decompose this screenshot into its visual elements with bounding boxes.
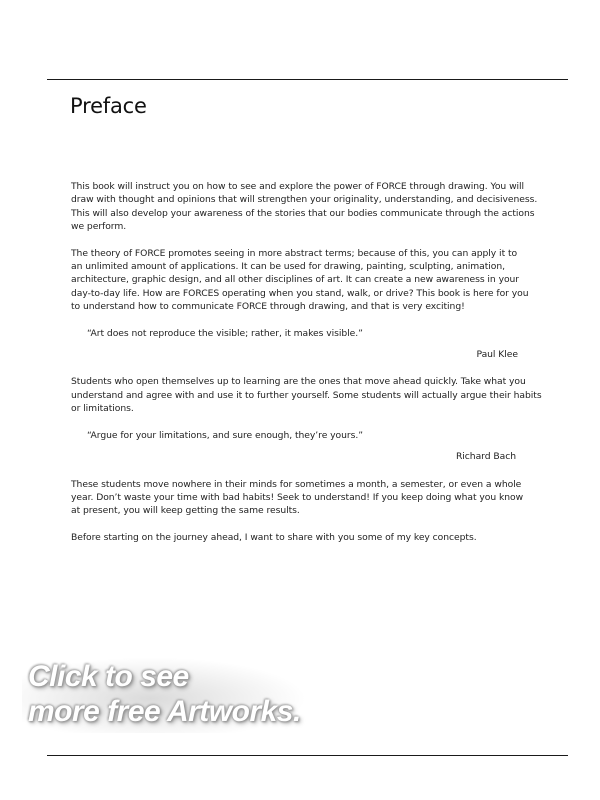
paragraph-1: This book will instruct you on how to see and explore the power of FORCE through drawing. You will draw with thought and opinions that will strengthen your originality, understanding, and decisiveness. This will also develop your awareness of the stories that our bodies communicate through the actions we perform. [71,181,538,233]
paragraph-2: The theory of FORCE promotes seeing in more abstract terms; because of this, you can apply it to an unlimited amount of applications. It can be used for drawing, painting, sculpting, animation, architecture, graphic design, and all other disciplines of art. It can create a new awareness in your day-to-day life. How are FORCES operating when you stand, walk, or drive? This book is here for you to understand how to communicate FORCE through drawing, and that is very exciting! [71,247,529,313]
promo-line-1: Click to see [28,660,189,693]
quote-1-text: “Art does not reproduce the visible; rather, it makes visible.” [87,327,363,339]
quote-1-author: Paul Klee [476,349,518,361]
promo-line-2: more free Artworks. [28,695,301,728]
free-artworks-promo-link[interactable] [22,657,307,733]
quote-2-author: Richard Bach [455,451,516,463]
bottom-rule [47,755,568,756]
paragraph-4: These students move nowhere in their minds for sometimes a month, a semester, or even a whole year. Don’t waste your time with bad habits! Seek to understand! If you keep doing what you know at present, you will keep getting the same results. [71,478,524,517]
quote-2-text: “Argue for your limitations, and sure enough, they’re yours.” [87,429,363,441]
top-rule [47,79,568,80]
paragraph-5: Before starting on the journey ahead, I want to share with you some of my key concepts. [71,531,477,543]
preface-body [71,180,571,557]
page-title: Preface [70,94,147,118]
paragraph-3: Students who open themselves up to learning are the ones that move ahead quickly. Take what you understand and agree with and use it to further yourself. Some students will actually argue their habits or limitations. [71,376,542,415]
